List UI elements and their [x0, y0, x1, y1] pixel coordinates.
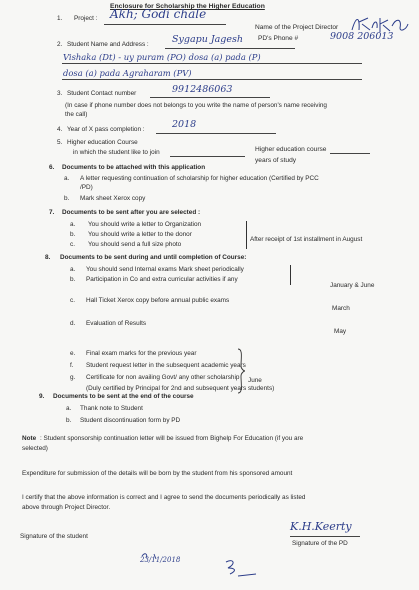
- director-name-label: Name of the Project Director: [255, 24, 339, 31]
- contact-value: 9912486063: [172, 84, 233, 95]
- certify-text-2: above through Project Director.: [22, 504, 111, 511]
- address-line-1: Vishaka (Dt) - uy puram (PO) dosa (a) pada (P): [63, 52, 261, 62]
- section8-item-g-cont: (Duly certified by Principal for 2nd and subsequent years students): [86, 385, 275, 392]
- item-number-4: 4.: [57, 126, 63, 133]
- course-note: in which the student like to join: [73, 149, 160, 156]
- section9-item-a-num: a.: [66, 405, 72, 412]
- section7-brace: [246, 221, 247, 249]
- item-number-5: 5.: [57, 139, 63, 146]
- x-pass-label: Year of X pass completion :: [67, 126, 145, 133]
- section8-item-c-num: c.: [70, 297, 75, 304]
- section6-item-a: A letter requesting continuation of scholarship for higher education (Certified by PCC: [80, 175, 319, 182]
- pd-signature-line: [290, 536, 360, 537]
- section9-item-b: Student discontinuation form by PD: [80, 417, 181, 424]
- pd-signature: K.H.Keerty: [290, 520, 352, 533]
- section8-item-b-num: b.: [70, 276, 76, 283]
- note-label: Note: [22, 435, 37, 442]
- expenditure-text: Expenditure for submission of the details will be born by the student from his sponsored amount: [22, 470, 293, 477]
- course-right-underline: [330, 153, 370, 154]
- item-number-2: 2.: [57, 41, 63, 48]
- section8-number: 8.: [45, 254, 51, 261]
- director-phone-value: 9008 206013: [330, 31, 394, 42]
- section7-item-c-num: c.: [70, 241, 75, 248]
- project-label: Project :: [74, 15, 98, 22]
- section8-title: Documents to be sent during and until completion of Course:: [60, 254, 247, 261]
- section8-curly-brace: [236, 348, 246, 394]
- section8-item-d: Evaluation of Results: [86, 320, 147, 327]
- section6-item-a-num: a.: [64, 175, 70, 182]
- contact-underline: [150, 97, 270, 98]
- pd-signature-top: [350, 12, 410, 36]
- project-value: Akh; Godi chale: [110, 7, 207, 21]
- month-may: May: [334, 328, 347, 335]
- x-pass-underline: [156, 133, 276, 134]
- section7-item-a-num: a.: [70, 221, 76, 228]
- section8-brace-1: [290, 265, 291, 285]
- section6-item-b-num: b.: [64, 195, 70, 202]
- section8-item-b: Participation in Co and extra curricular activities if any: [86, 276, 238, 283]
- course-label: Higher education Course: [67, 139, 138, 146]
- certify-text-1: I certify that the above information is correct and I agree to send the documents periodically as listed: [22, 494, 306, 501]
- section9-item-b-num: b.: [66, 417, 72, 424]
- course-right-1: Higher education course: [255, 146, 327, 153]
- section6-number: 6.: [49, 164, 55, 171]
- note-text-cont: selected): [22, 445, 48, 452]
- student-name-underline: [165, 48, 295, 49]
- address-underline-2: [62, 79, 362, 80]
- month-june: June: [248, 377, 262, 384]
- section7-note: After receipt of 1st installment in August: [250, 236, 363, 243]
- section8-item-g-num: g.: [70, 374, 76, 381]
- section8-item-a-num: a.: [70, 266, 76, 273]
- section6-item-a-cont: /PD): [80, 184, 93, 191]
- director-phone-label: PD's Phone #: [258, 35, 299, 42]
- date-mark: 23/11/2018: [140, 556, 181, 564]
- section9-number: 9.: [39, 393, 45, 400]
- address-line-2: dosa (a) pada Agraharam (PV): [63, 68, 192, 78]
- section7-item-b: You should write a letter to the donor: [88, 231, 192, 238]
- section8-item-g: Certificate for non availing Govt/ any other scholarship: [86, 374, 240, 381]
- student-scribble: [220, 556, 260, 580]
- student-name-label: Student Name and Address :: [67, 41, 149, 48]
- section7-item-c: You should send a full size photo: [88, 241, 182, 248]
- section7-number: 7.: [49, 209, 55, 216]
- section8-item-c: Hall Ticket Xerox copy before annual public exams: [86, 297, 230, 304]
- student-signature-label: Signature of the student: [20, 533, 88, 540]
- month-jan-june: January & June: [330, 282, 375, 289]
- section8-item-e-num: e.: [70, 350, 76, 357]
- section8-item-e: Final exam marks for the previous year: [86, 350, 197, 357]
- contact-note-1: (In case if phone number does not belongs to you write the name of person's name receiving: [65, 102, 327, 109]
- project-underline: [104, 24, 226, 25]
- section7-item-b-num: b.: [70, 231, 76, 238]
- section9-title: Documents to be sent at the end of the course: [53, 393, 194, 400]
- section6-item-b: Mark sheet Xerox copy: [80, 195, 146, 202]
- course-right-2: years of study: [255, 157, 297, 164]
- page-title: Enclosure for Scholarship the Higher Education: [110, 3, 265, 10]
- course-underline: [170, 156, 245, 157]
- student-name-value: Sygapu Jagesh: [172, 34, 244, 45]
- contact-note-2: the call): [65, 111, 88, 118]
- item-number-1: 1.: [57, 15, 63, 22]
- date-scribble: [140, 552, 170, 576]
- section8-item-f-num: f.: [70, 362, 74, 369]
- section8-item-d-num: d.: [70, 320, 76, 327]
- address-underline-1: [62, 63, 362, 64]
- pd-signature-label: Signature of the PD: [292, 540, 348, 547]
- item-number-3: 3.: [57, 90, 63, 97]
- note-text: : Student sponsorship continuation letter will be issued from Bighelp For Education (if you are: [40, 435, 304, 442]
- section7-title: Documents to be sent after you are selected :: [62, 209, 201, 216]
- section6-title: Documents to be attached with this application: [62, 164, 206, 171]
- contact-label: Student Contact number: [67, 90, 137, 97]
- section9-item-a: Thank note to Student: [80, 405, 143, 412]
- section7-item-a: You should write a letter to Organization: [88, 221, 202, 228]
- section8-item-f: Student request letter in the subsequent academic years: [86, 362, 246, 369]
- section8-item-a: You should send Internal exams Mark sheet periodically: [86, 266, 244, 273]
- month-march: March: [332, 305, 350, 312]
- x-pass-value: 2018: [172, 119, 197, 130]
